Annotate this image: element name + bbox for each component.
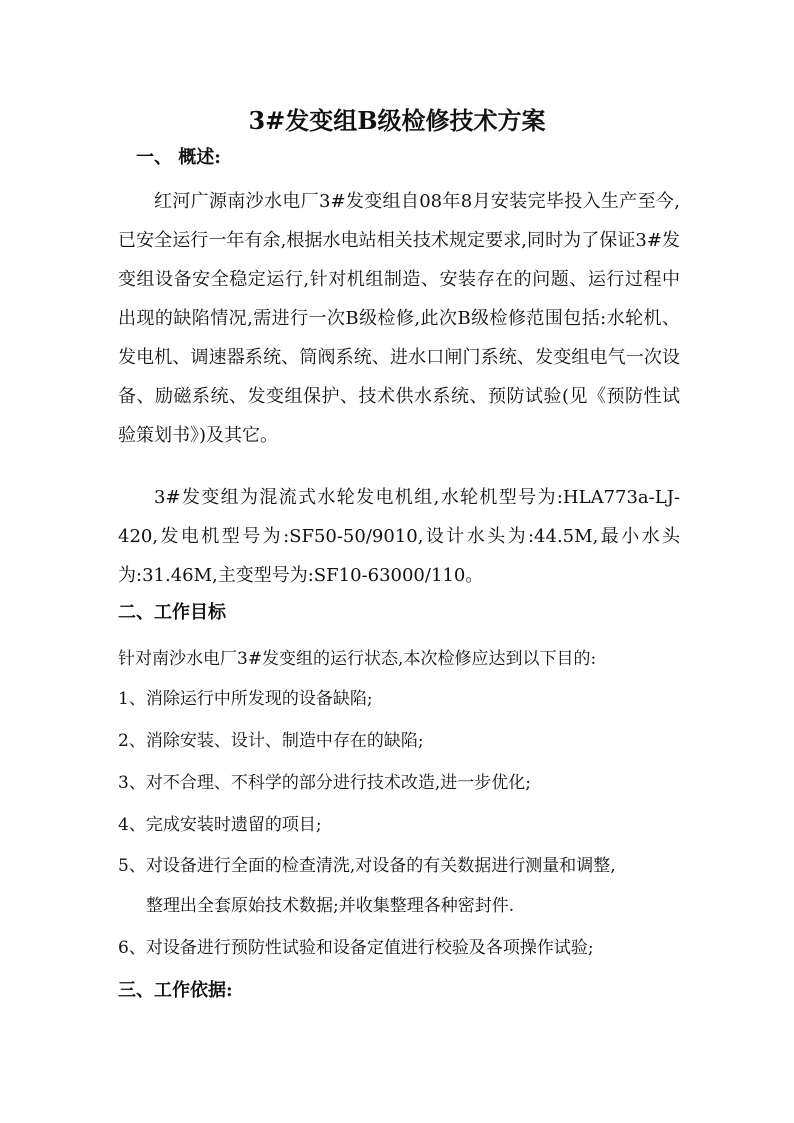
goal-item-5: 5、对设备进行全面的检查清洗,对设备的有关数据进行测量和调整, [118,856,616,876]
section-3-heading: 三、工作依据: [118,980,233,1001]
section-1-paragraph-1: 红河广源南沙水电厂3#发变组自08年8月安装完毕投入生产至今,已安全运行一年有余,根据水电站相关技术规定要求,同时为了保证3#发变组设备安全稳定运行,针对机组制造、安装存在的问题、运行过程中出现的缺陷情况,需进行一次B级检修,此次B级检修范围包括:水轮机、发电机、调速器系统、筒阀系统、进水口闸门系统、发变组电气一次设备、励磁系统、发变组保护、技术供水系统、预防试验(见《预防性试验策划书》)及其它。 [118,191,680,446]
goal-item-5-continuation: 整理出全套原始技术数据;并收集整理各种密封件. [146,896,515,916]
goal-item-4: 4、完成安装时遗留的项目; [118,815,322,835]
goal-item-2: 2、消除安装、设计、制造中存在的缺陷; [118,731,424,751]
section-2-intro: 针对南沙水电厂3#发变组的运行状态,本次检修应达到以下目的: [118,649,597,669]
goal-item-3: 3、对不合理、不科学的部分进行技术改造,进一步优化; [118,773,531,793]
section-1-paragraph-2: 3#发变组为混流式水轮发电机组,水轮机型号为:HLA773a-LJ-420,发电机型号为:SF50-50/9010,设计水头为:44.5M,最小水头为:31.46M,主变型号为:SF10-63000/110。 [118,487,680,586]
goal-item-6: 6、对设备进行预防性试验和设备定值进行校验及各项操作试验; [118,938,594,958]
section-1-heading: 一、 概述: [136,147,221,168]
section-2-heading: 二、工作目标 [118,602,226,623]
document-title: 3#发变组B级检修技术方案 [248,106,546,135]
goal-item-1: 1、消除运行中所发现的设备缺陷; [118,689,373,709]
